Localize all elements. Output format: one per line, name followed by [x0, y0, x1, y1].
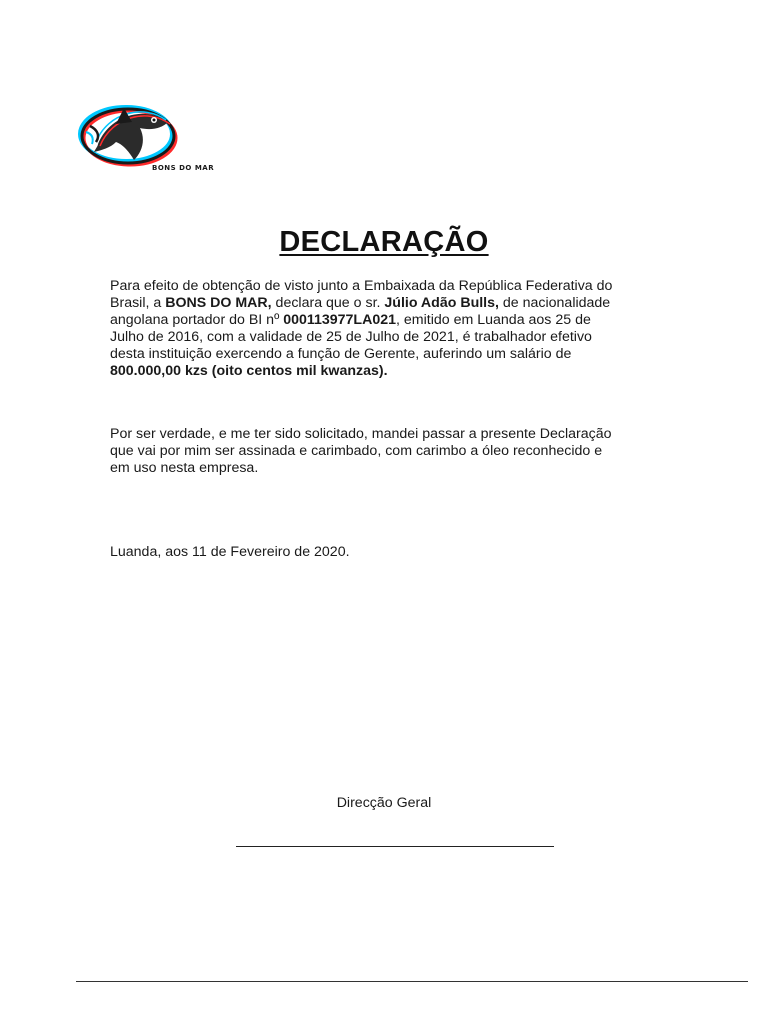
signature-line	[236, 846, 554, 847]
person-name: Júlio Adão Bulls,	[384, 295, 499, 311]
company-logo	[76, 100, 248, 178]
para2-line3: em uso nesta empresa.	[110, 460, 259, 476]
para1-line5: desta instituição exercendo a função de Gerente, auferindo um salário de	[110, 346, 572, 362]
place-date: Luanda, aos 11 de Fevereiro de 2020.	[110, 544, 350, 560]
company-name: BONS DO MAR,	[165, 295, 272, 311]
footer-divider	[76, 981, 748, 982]
para2-line1: Por ser verdade, e me ter sido solicitado, mandei passar a presente Declaração	[110, 426, 612, 442]
bi-number: 000113977LA021	[283, 312, 397, 328]
salary: 800.000,00 kzs (oito centos mil kwanzas).	[110, 363, 388, 379]
para1-line1: Para efeito de obtenção de visto junto a Embaixada da República Federativa do	[110, 278, 613, 294]
signature-label: Direcção Geral	[336, 795, 432, 811]
logo-text: BONS DO MAR	[152, 164, 215, 172]
para1-line6	[110, 363, 666, 380]
fish-logo-icon	[76, 100, 248, 178]
declaration-paragraph	[110, 278, 666, 380]
document-title: DECLARAÇÃO	[279, 226, 489, 258]
para1-line2: Brasil, a BONS DO MAR, declara que o sr. Júlio Adão Bulls, de nacionalidade	[110, 295, 611, 311]
closing-paragraph	[110, 426, 666, 477]
para1-line3: angolana portador do BI nº 000113977LA021, emitido em Luanda aos 25 de	[110, 312, 591, 328]
para2-line2: que vai por mim ser assinada e carimbado, com carimbo a óleo reconhecido e	[110, 443, 603, 459]
para1-line4: Julho de 2016, com a validade de 25 de Julho de 2021, é trabalhador efetivo	[110, 329, 592, 345]
